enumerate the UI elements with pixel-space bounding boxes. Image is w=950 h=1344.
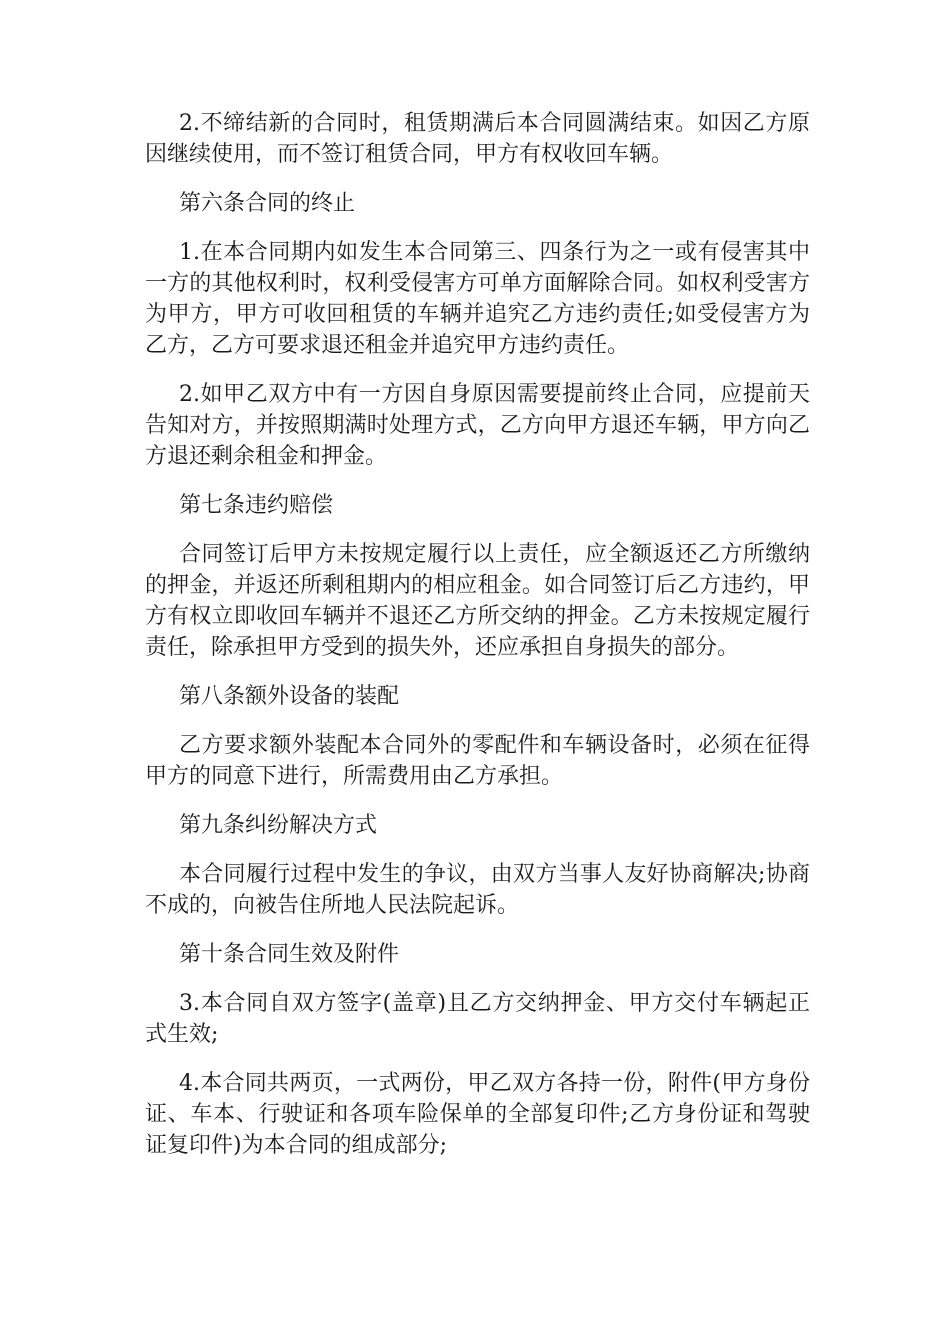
article-6-item-1: 1.在本合同期内如发生本合同第三、四条行为之一或有侵害其中一方的其他权利时，权利受侵害方可单方面解除合同。如权利受害方为甲方，甲方可收回租赁的车辆并追究乙方违约责任;如受侵害方为乙方，乙方可要求退还租金并追究甲方违约责任。 xyxy=(145,240,810,358)
article-9-heading: 第九条纠纷解决方式 xyxy=(179,813,378,838)
article-7-body: 合同签订后甲方未按规定履行以上责任，应全额返还乙方所缴纳的押金，并返还所剩租期内的相应租金。如合同签订后乙方违约，甲方有权立即收回车辆并不退还乙方所交纳的押金。乙方未按规定履行责任，除承担甲方受到的损失外，还应承担自身损失的部分。 xyxy=(145,542,810,660)
article-10-item-3: 3.本合同自双方签字(盖章)且乙方交纳押金、甲方交付车辆起正式生效; xyxy=(145,991,810,1047)
article-6-item-2: 2.如甲乙双方中有一方因自身原因需要提前终止合同，应提前天告知对方，并按照期满时处理方式，乙方向甲方退还车辆，甲方向乙方退还剩余租金和押金。 xyxy=(145,382,810,469)
clause-5-item-2: 2.不缔结新的合同时，租赁期满后本合同圆满结束。如因乙方原因继续使用，而不签订租赁合同，甲方有权收回车辆。 xyxy=(145,111,810,167)
article-8-heading: 第八条额外设备的装配 xyxy=(179,684,400,709)
document-page xyxy=(145,108,810,1179)
article-9-body: 本合同履行过程中发生的争议，由双方当事人友好协商解决;协商不成的，向被告住所地人民法院起诉。 xyxy=(145,862,810,918)
article-6-heading: 第六条合同的终止 xyxy=(179,191,356,216)
article-8-body: 乙方要求额外装配本合同外的零配件和车辆设备时，必须在征得甲方的同意下进行，所需费用由乙方承担。 xyxy=(145,733,810,789)
article-10-heading: 第十条合同生效及附件 xyxy=(179,942,400,967)
article-7-heading: 第七条违约赔偿 xyxy=(179,493,334,518)
article-10-item-4: 4.本合同共两页，一式两份，甲乙双方各持一份，附件(甲方身份证、车本、行驶证和各项车险保单的全部复印件;乙方身份证和驾驶证复印件)为本合同的组成部分; xyxy=(145,1071,810,1158)
